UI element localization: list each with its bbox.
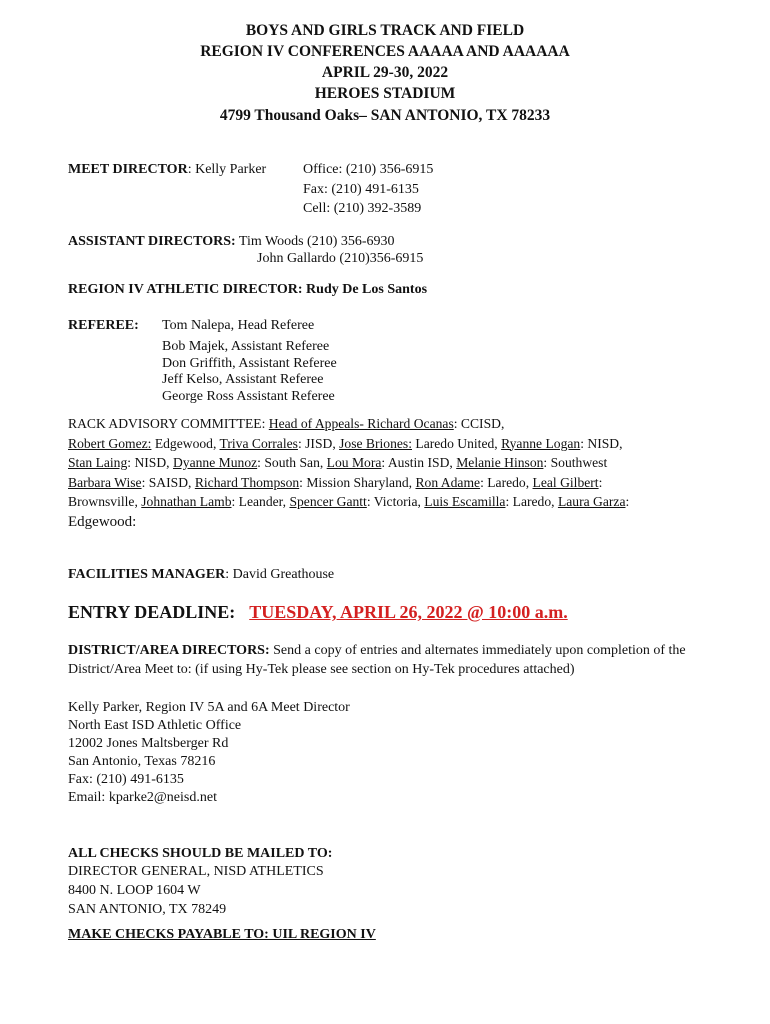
- entry-deadline: [68, 601, 568, 623]
- facilities-manager-label: FACILITIES MANAGER: [68, 567, 226, 582]
- committee-member-affiliation: : Victoria,: [366, 494, 425, 509]
- committee-member-affiliation: : NISD,: [580, 435, 623, 451]
- title-line-1: BOYS AND GIRLS TRACK AND FIELD: [245, 22, 525, 39]
- committee-member-name: Head of Appeals- Richard Ocanas: [268, 416, 454, 431]
- committee-member-name: Ryanne Logan: [501, 435, 581, 451]
- meet-director-cell: Cell: (210) 392-3589: [303, 201, 422, 216]
- committee-member-name: Richard Thompson: [194, 474, 300, 490]
- advisory-committee: [68, 414, 758, 532]
- committee-member-affiliation: : SAISD,: [141, 474, 195, 490]
- committee-member-affiliation: : Leander,: [231, 494, 290, 509]
- committee-member-name: Jose Briones:: [339, 435, 412, 451]
- facilities-manager: [68, 566, 334, 584]
- assistant-director-1: Tim Woods (210) 356-6930: [235, 234, 395, 249]
- committee-member-affiliation: : Southwest: [543, 455, 608, 470]
- entry-deadline-label: ENTRY DEADLINE:: [68, 602, 236, 622]
- district-directors-text: Send a copy of entries and alternates immediately upon completion of the: [269, 643, 686, 658]
- committee-member-affiliation: Brownsville,: [68, 494, 142, 509]
- meet-director-fax: Fax: (210) 491-6135: [303, 182, 419, 197]
- committee-lead: RACK ADVISORY COMMITTEE:: [68, 416, 269, 431]
- address-line: 12002 Jones Maltsberger Rd: [68, 736, 229, 751]
- checks-payable: MAKE CHECKS PAYABLE TO: UIL REGION IV: [68, 927, 376, 942]
- committee-member-name: Triva Corrales: [219, 435, 298, 451]
- checks-address-line: SAN ANTONIO, TX 78249: [68, 902, 227, 917]
- checks-address-line: DIRECTOR GENERAL, NISD ATHLETICS: [68, 864, 324, 879]
- address-line: San Antonio, Texas 78216: [68, 754, 216, 769]
- title-line-3: APRIL 29-30, 2022: [321, 64, 449, 81]
- committee-member-name: Ron Adame: [415, 474, 481, 490]
- committee-member-name: Robert Gomez:: [68, 435, 152, 451]
- meet-director: [68, 161, 266, 179]
- committee-member-name: Spencer Gantt: [289, 494, 367, 509]
- committee-member-name: Luis Escamilla: [424, 494, 506, 509]
- committee-member-affiliation: Laredo United,: [412, 435, 502, 451]
- committee-member-name: Leal Gilbert: [532, 474, 599, 490]
- committee-member-name: Melanie Hinson: [456, 455, 544, 470]
- region-athletic-director: REGION IV ATHLETIC DIRECTOR: Rudy De Los Santos: [68, 282, 428, 297]
- committee-member-name: Laura Garza: [557, 494, 626, 509]
- committee-member-affiliation: : Mission Sharyland,: [299, 474, 416, 490]
- committee-tail: Edgewood:: [68, 513, 137, 530]
- facilities-manager-name: : David Greathouse: [225, 567, 335, 582]
- address-email: Email: kparke2@neisd.net: [68, 790, 217, 805]
- district-directors-line-2: District/Area Meet to: (if using Hy-Tek please see section on Hy-Tek procedures attached): [68, 662, 575, 677]
- referee-item: Tom Nalepa, Head Referee: [162, 318, 315, 333]
- address-line: Fax: (210) 491-6135: [68, 772, 184, 787]
- committee-member-name: Stan Laing: [68, 455, 128, 470]
- referee-item: Bob Majek, Assistant Referee: [162, 339, 330, 354]
- address-line: North East ISD Athletic Office: [68, 718, 242, 733]
- district-directors-label: DISTRICT/AREA DIRECTORS:: [68, 643, 270, 658]
- committee-member-affiliation: : South San,: [257, 455, 327, 470]
- committee-member-name: Johnathan Lamb: [141, 494, 232, 509]
- entry-deadline-date: TUESDAY, APRIL 26, 2022 @ 10:00 a.m.: [249, 602, 568, 622]
- title-line-5: 4799 Thousand Oaks– SAN ANTONIO, TX 78233: [219, 107, 551, 124]
- committee-member-affiliation: : Austin ISD,: [381, 455, 457, 470]
- referee-item: George Ross Assistant Referee: [162, 389, 335, 404]
- title-line-4: HEROES STADIUM: [314, 85, 456, 102]
- checks-address-line: 8400 N. LOOP 1604 W: [68, 883, 201, 898]
- committee-member-affiliation: Edgewood,: [151, 435, 220, 451]
- meet-director-label: MEET DIRECTOR: [68, 162, 188, 177]
- referee-item: Jeff Kelso, Assistant Referee: [162, 372, 324, 387]
- committee-member-affiliation: : CCISD,: [453, 416, 505, 431]
- meet-director-name: : Kelly Parker: [187, 162, 267, 177]
- district-directors-line-1: [68, 642, 686, 660]
- assistant-directors-label: ASSISTANT DIRECTORS:: [68, 234, 236, 249]
- committee-member-name: Lou Mora: [326, 455, 382, 470]
- checks-label: ALL CHECKS SHOULD BE MAILED TO:: [68, 846, 333, 861]
- assistant-directors: [68, 233, 395, 251]
- assistant-director-2: John Gallardo (210)356-6915: [257, 251, 424, 266]
- committee-member-affiliation: :: [598, 474, 603, 490]
- meet-director-office: Office: (210) 356-6915: [303, 162, 434, 177]
- address-line: Kelly Parker, Region IV 5A and 6A Meet Director: [68, 700, 350, 715]
- committee-member-affiliation: :: [625, 494, 630, 509]
- committee-member-affiliation: : Laredo,: [505, 494, 558, 509]
- referee-item: Don Griffith, Assistant Referee: [162, 356, 337, 371]
- committee-member-name: Dyanne Munoz: [172, 455, 258, 470]
- committee-member-affiliation: : NISD,: [127, 455, 173, 470]
- committee-member-affiliation: : Laredo,: [480, 474, 533, 490]
- committee-member-name: Barbara Wise: [68, 474, 142, 490]
- referee-label: REFEREE:: [68, 318, 139, 333]
- committee-member-affiliation: : JISD,: [297, 435, 340, 451]
- title-line-2: REGION IV CONFERENCES AAAAA AND AAAAAA: [200, 43, 570, 60]
